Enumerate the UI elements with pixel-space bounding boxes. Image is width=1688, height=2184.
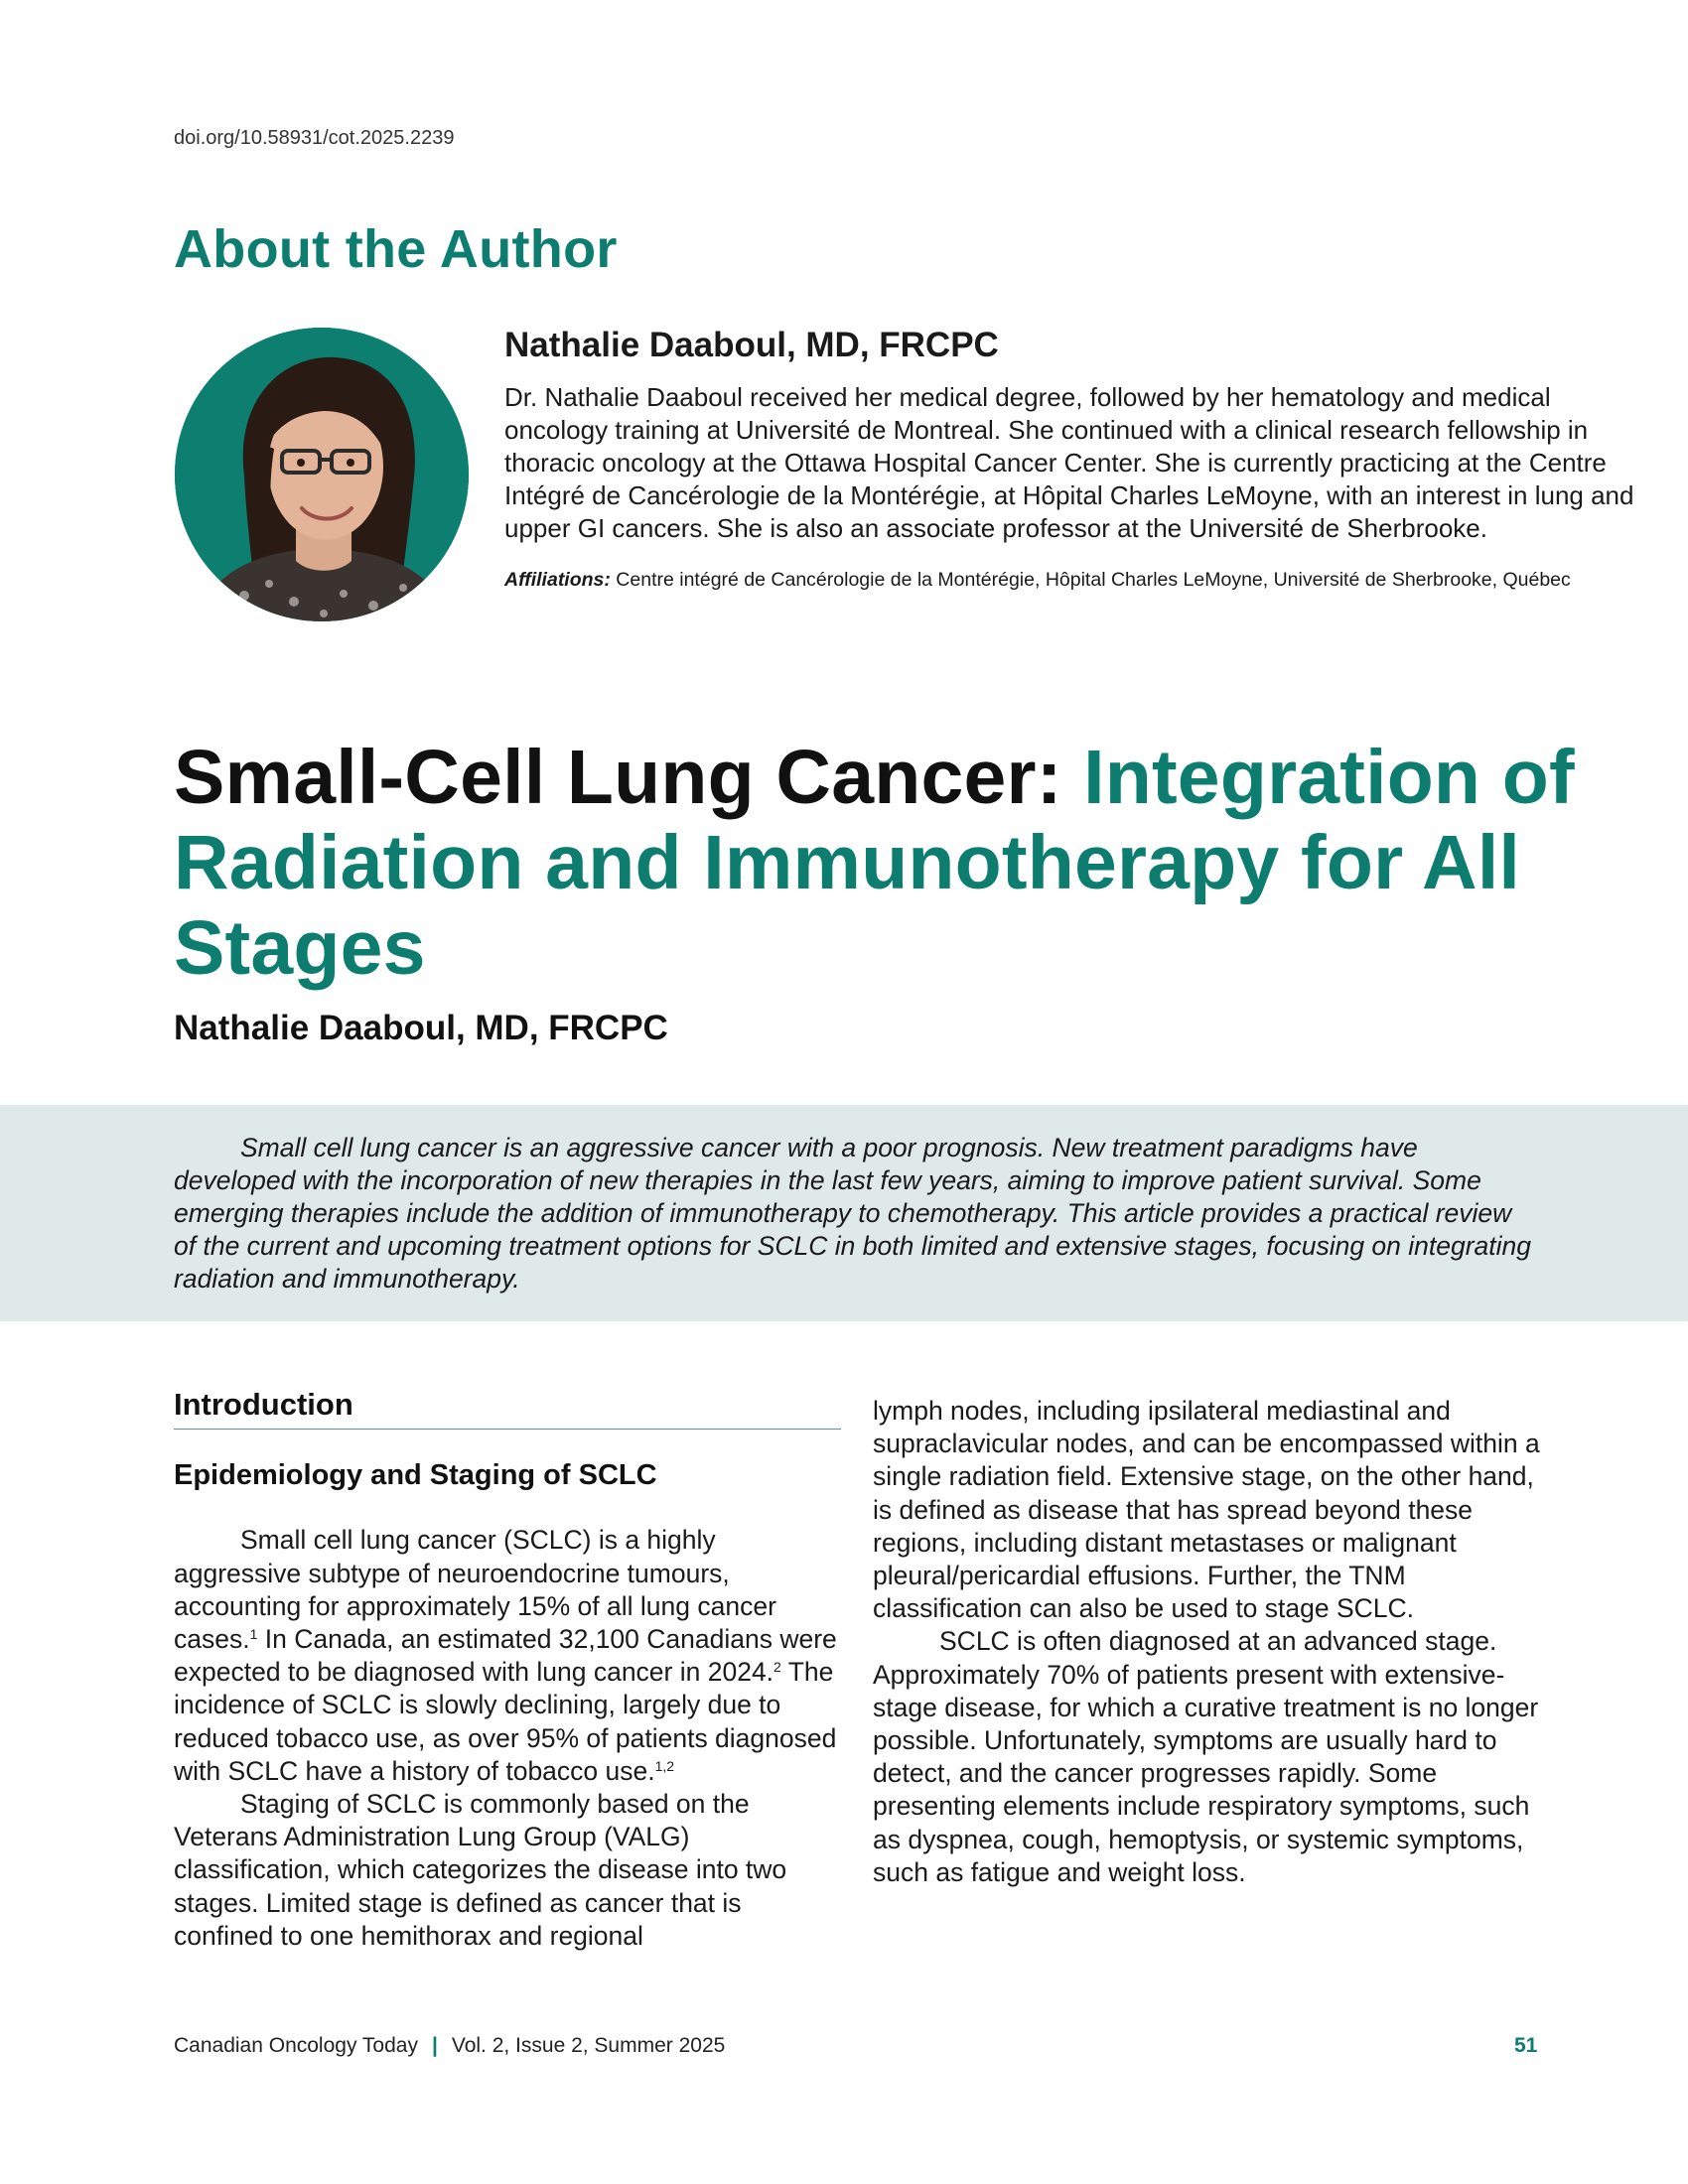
paragraph-2: Staging of SCLC is commonly based on the Veterans Administration Lung Group (VALG) classification, which categorizes the disease into two stages. Limited stage is defined as cancer that is confined to one hemithorax and regional [174, 1789, 787, 1951]
about-author-heading: About the Author [174, 219, 618, 279]
paragraph-1 [174, 1524, 841, 1788]
paragraph-3: SCLC is often diagnosed at an advanced stage. Approximately 70% of patients present with extensive-stage disease, for which a curative treatment is no longer possible. Unfortunately, symptoms are usually hard to detect, and the cancer progresses rapidly. Some presenting elements include respiratory symptoms, such as dyspnea, cough, hemoptysis, or systemic symptoms, such as fatigue and weight loss. [873, 1626, 1539, 1887]
journal-name: Canadian Oncology Today [174, 2034, 418, 2057]
page-footer [174, 2034, 725, 2058]
affiliations-text: Centre intégré de Cancérologie de la Montérégie, Hôpital Charles LeMoyne, Université de Sherbrooke, Québec [610, 569, 1571, 591]
issue-info: Vol. 2, Issue 2, Summer 2025 [451, 2034, 726, 2057]
reference-1-2[interactable]: 1,2 [654, 1757, 675, 1774]
reference-2[interactable]: 2 [774, 1659, 781, 1676]
reference-1[interactable]: 1 [249, 1626, 258, 1643]
article-byline: Nathalie Daaboul, MD, FRCPC [174, 1009, 668, 1047]
article-title [174, 735, 1604, 991]
footer-separator: | [431, 2034, 438, 2057]
paragraph-2-continued: lymph nodes, including ipsilateral mediastinal and supraclavicular nodes, and can be encompassed within a single radiation field. Extensive stage, on the other hand, is defined as disease that has spread beyond these regions, including distant metastases or malignant pleural/pericardial effusions. Further, the TNM classification can also be used to stage SCLC. [873, 1396, 1540, 1624]
author-photo [175, 328, 469, 621]
subsection-heading-epidemiology: Epidemiology and Staging of SCLC [174, 1459, 657, 1492]
author-name: Nathalie Daaboul, MD, FRCPC [504, 326, 999, 364]
section-heading-introduction: Introduction [174, 1388, 841, 1430]
doi-link[interactable]: doi.org/10.58931/cot.2025.2239 [174, 127, 455, 149]
paragraph-1-part-a: Small cell lung cancer (SCLC) is a highly aggressive subtype of neuroendocrine tumours, accounting for approximately 15% of all lung cancer cases. [174, 1525, 776, 1655]
paragraph-1-part-b: In Canada, an estimated 32,100 Canadians were expected to be diagnosed with lung cancer in 2024. [174, 1624, 837, 1688]
page-number: 51 [1514, 2034, 1538, 2057]
author-affiliations [504, 567, 1636, 594]
affiliations-label: Affiliations: [504, 569, 611, 591]
author-bio-block [504, 326, 1636, 594]
article-title-subtitle: Integration of Radiation and Immunotherapy for All Stages [174, 735, 1575, 991]
body-column-right [873, 1395, 1540, 1889]
author-bio: Dr. Nathalie Daaboul received her medical degree, followed by her hematology and medical oncology training at Université de Montreal. She continued with a clinical research fellowship in thoracic oncology at the Ottawa Hospital Cancer Center. She is currently practicing at the Centre Intégré de Cancérologie de la Montérégie, at Hôpital Charles LeMoyne, with an interest in lung and upper GI cancers. She is also an associate professor at the Université de Sherbrooke. [504, 382, 1634, 543]
paragraph-1-part-c: The incidence of SCLC is slowly declining, largely due to reduced tobacco use, as over 95% of patients diagnosed with SCLC have a history of tobacco use. [174, 1657, 837, 1786]
article-abstract: Small cell lung cancer is an aggressive cancer with a poor prognosis. New treatment paradigms have developed with the incorporation of new therapies in the last few years, aiming to improve patient survival. Some emerging therapies include the addition of immunotherapy to chemotherapy. This article provides a practical review of the current and upcoming treatment options for SCLC in both limited and extensive stages, focusing on integrating radiation and immunotherapy. [174, 1133, 1532, 1294]
article-title-main: Small-Cell Lung Cancer: [174, 735, 1084, 820]
body-column-left [174, 1388, 841, 1953]
